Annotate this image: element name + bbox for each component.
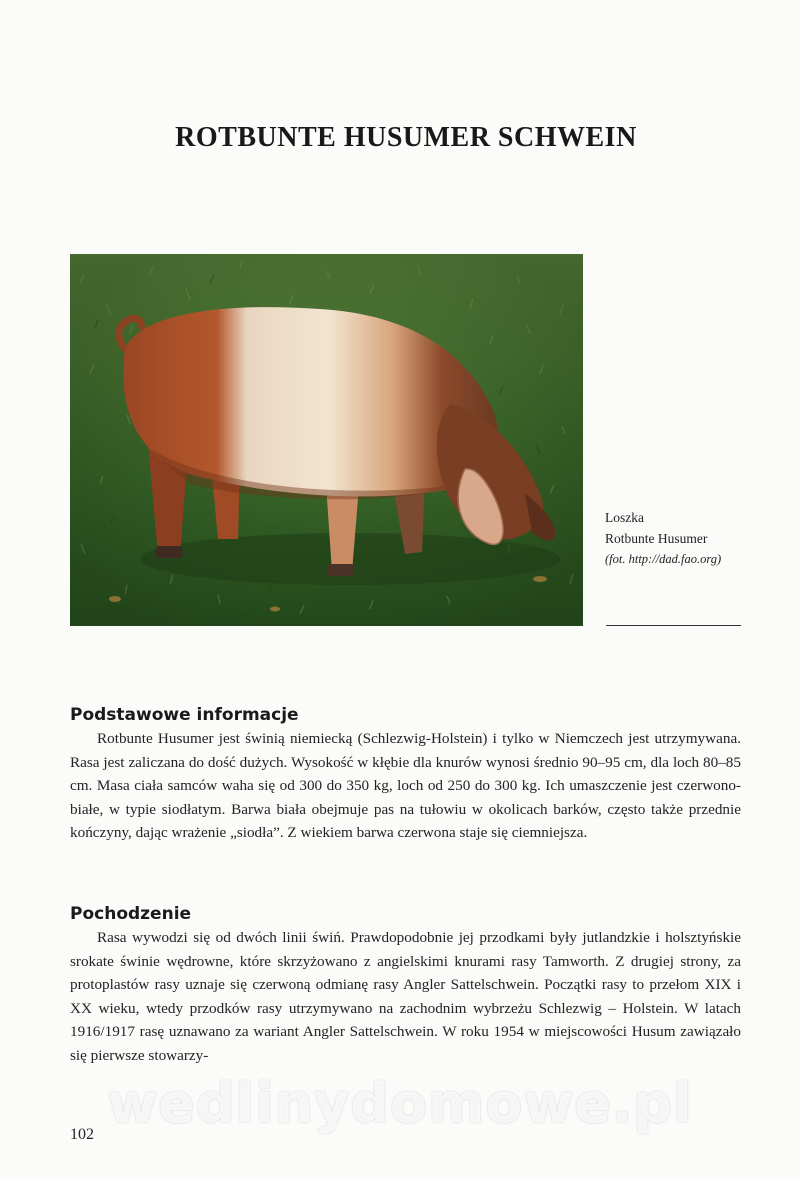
figure-caption	[605, 507, 765, 570]
pig-illustration	[70, 254, 583, 626]
section-heading: Podstawowe informacje	[70, 705, 299, 725]
section-body: Rotbunte Husumer jest świnią niemiecką (Schlezwig-Holstein) i tylko w Niemczech jest utrzymywana. Rasa jest zaliczana do dość dużych. Wysokość w kłębie dla knurów wynosi średnio 90–95 cm, dla loch 80–85 cm. Masa ciała samców waha się od 300 do 350 kg, loch od 250 do 300 kg. Ich umaszczenie jest czerwono-białe, w typie siodłatym. Barwa biała obejmuje pas na tułowiu w okolicach barków, często także przednie kończyny, dając wrażenie „siodła”. Z wiekiem barwa czerwona staje się ciemniejsza.	[70, 730, 741, 842]
caption-divider	[606, 625, 741, 626]
watermark: wedlinydomowe.pl	[107, 1072, 693, 1135]
photo-credit: (fot. http://dad.fao.org)	[605, 552, 722, 566]
section-heading: Pochodzenie	[70, 904, 192, 924]
page-number: 102	[70, 1126, 94, 1143]
section-origin	[70, 904, 741, 1068]
pig-photo	[70, 254, 583, 626]
section-body: Rasa wywodzi się od dwóch linii świń. Prawdopodobnie jej przodkami były jutlandzkie i holsztyńskie srokate świnie wędrowne, które skrzyżowano z angielskimi knurami rasy Tamworth. Z drugiej strony, za protoplastów rasy uznaje się czerwoną odmianę rasy Angler Sattelschwein. Początki rasy to przełom XIX i XX wieku, wtedy przodków rasy utrzymywano na zachodnim wybrzeżu Schlezwig – Holstein. W latach 1916/1917 rasę uznawano za wariant Angler Sattelschwein. W roku 1954 w miejscowości Husum zawiązało się pierwsze stowarzy-	[70, 929, 741, 1064]
caption-line-1: Loszka	[605, 510, 644, 525]
section-basic-info	[70, 705, 741, 845]
caption-line-2: Rotbunte Husumer	[605, 531, 708, 546]
page-title: ROTBUNTE HUSUMER SCHWEIN	[175, 122, 637, 153]
